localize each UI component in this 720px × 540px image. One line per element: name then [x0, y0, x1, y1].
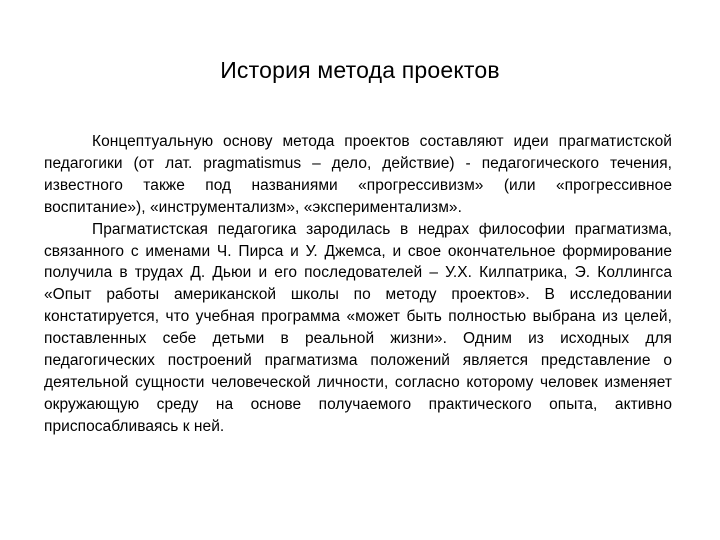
- paragraph-concept: Концептуальную основу метода проектов составляют идеи прагматистской педагогики (от лат. pragmatismus – дело, действие) - педагогического течения, известного также под названиями «прогрессивизм» (или «прогрессивное воспитание»), «инструментализм», «экспериментализм».: [44, 133, 672, 216]
- slide-body: [44, 131, 672, 438]
- slide-title: История метода проектов: [220, 57, 500, 83]
- paragraph-history: Прагматистская педагогика зародилась в недрах философии прагматизма, связанного с именами Ч. Пирса и У. Джемса, и свое окончательное формирование получила в трудах Д. Дьюи и его последователей – У.Х. Килпатрика, Э. Коллингса «Опыт работы американской школы по методу проектов». В исследовании констатируется, что учебная программа «может быть полностью выбрана из целей, поставленных себе детьми в реальной жизни». Одним из исходных для педагогических построений прагматизма положений является представление о деятельной сущности человеческой личности, согласно которому человек изменяет окружающую среду на основе получаемого практического опыта, активно приспосабливаясь к ней.: [44, 220, 672, 435]
